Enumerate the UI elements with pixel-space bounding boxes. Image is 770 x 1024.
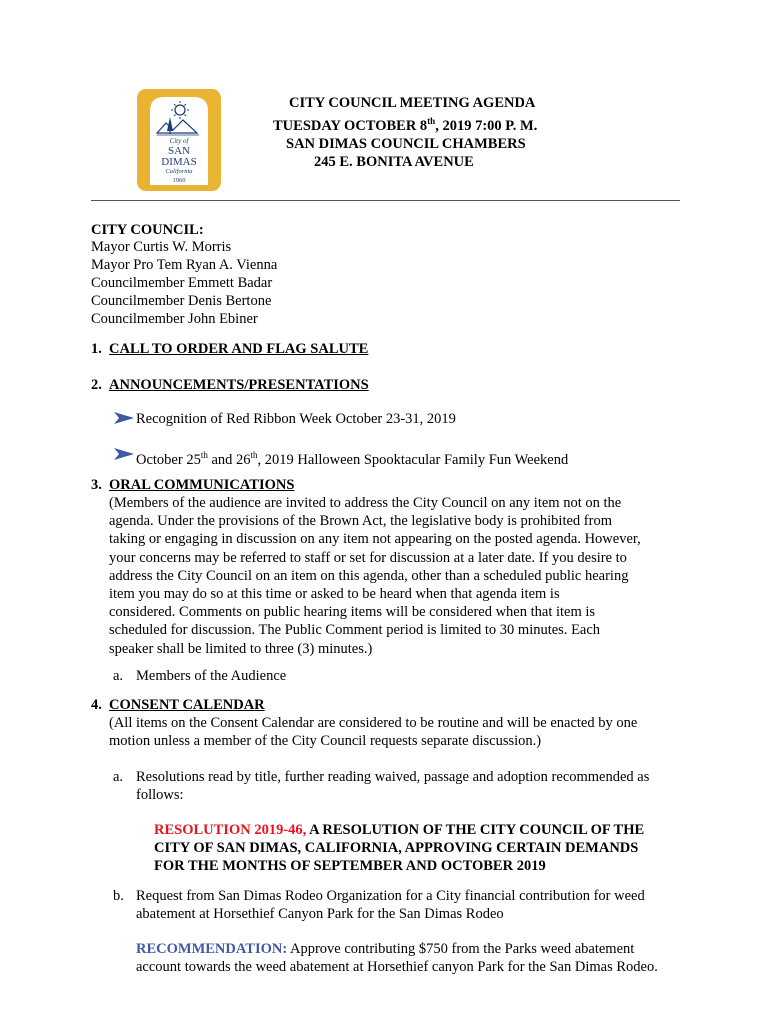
arrow-bullet-icon [113,447,135,461]
section-3-title: ORAL COMMUNICATIONS [109,477,295,493]
section-1-number: 1. [91,341,102,357]
section-3-number: 3. [91,477,102,493]
consent-calendar-text: (All items on the Consent Calendar are considered to be routine and will be enacted by one motion unless a member of the City Council requests separate discussion.) [109,715,638,750]
logo-name2: DIMAS [161,156,197,168]
council-member: Mayor Curtis W. Morris [91,239,232,255]
item-label: a. [113,769,124,785]
item-label: b. [113,888,124,904]
city-seal-logo [137,89,221,191]
announcement-item: Recognition of Red Ribbon Week October 23-31, 2019 [136,411,456,427]
section-2-title: ANNOUNCEMENTS/PRESENTATIONS [109,377,369,393]
council-member: Councilmember John Ebiner [91,311,258,327]
council-member: Councilmember Emmett Badar [91,275,273,291]
announcement-item: October 25th and 26th, 2019 Halloween Spooktacular Family Fun Weekend [136,450,569,468]
logo-year: 1960 [172,177,186,184]
header-date: TUESDAY OCTOBER 8th, 2019 7:00 P. M. [273,116,538,134]
arrow-bullet-icon [113,411,135,425]
council-heading: CITY COUNCIL: [91,222,204,238]
item-text: Resolutions read by title, further reading waived, passage and adoption recommended as follows: [136,769,650,804]
logo-state: California [165,168,193,175]
resolution-id: RESOLUTION 2019-46, [154,822,307,838]
header-location: SAN DIMAS COUNCIL CHAMBERS [286,135,526,152]
resolution-text: RESOLUTION 2019-46, A RESOLUTION OF THE CITY COUNCIL OF THE CITY OF SAN DIMAS, CALIFORNIA, APPROVING CERTAIN DEMANDS FOR THE MONTHS OF SEPTEMBER AND OCTOBER 2019 [154,822,645,875]
recommendation-label: RECOMMENDATION: [136,941,288,957]
section-1-title: CALL TO ORDER AND FLAG SALUTE [109,341,369,357]
recommendation-text: RECOMMENDATION: Approve contributing $750 from the Parks weed abatement account towards the weed abatement at Horsethief canyon Park for the San Dimas Rodeo. [136,941,658,976]
header-address: 245 E. BONITA AVENUE [314,153,474,170]
header-title: CITY COUNCIL MEETING AGENDA [289,95,536,111]
logo-city-of: City of [169,137,189,145]
item-label: a. [113,668,124,684]
item-text: Request from San Dimas Rodeo Organization for a City financial contribution for weed abatement at Horsethief Canyon Park for the San Dimas Rodeo [136,888,645,923]
council-member: Councilmember Denis Bertone [91,293,272,309]
agenda-header [258,94,568,171]
logo-name1: SAN [167,145,191,157]
section-2-number: 2. [91,377,102,393]
section-4-number: 4. [91,697,102,713]
item-text: Members of the Audience [136,668,287,684]
section-4-title: CONSENT CALENDAR [109,697,265,713]
oral-communications-text: (Members of the audience are invited to address the City Council on any item not on the agenda. Under the provisions of the Brown Act, the legislative body is prohibited from taking or engaging in discussion on any item not appearing on the posted agenda. However, your concerns may be referred to staff or set for discussion at a later date. If you desire to address the City Council on an item on this agenda, other than a scheduled public hearing item you may do so at this time or asked to be heard when that agenda item is considered. Comments on public hearing items will be considered when that item is scheduled for discussion. The Public Comment period is limited to 30 minutes. Each speaker shall be limited to three (3) minutes.) [109,495,641,657]
header-divider [91,200,680,201]
council-member: Mayor Pro Tem Ryan A. Vienna [91,257,278,273]
